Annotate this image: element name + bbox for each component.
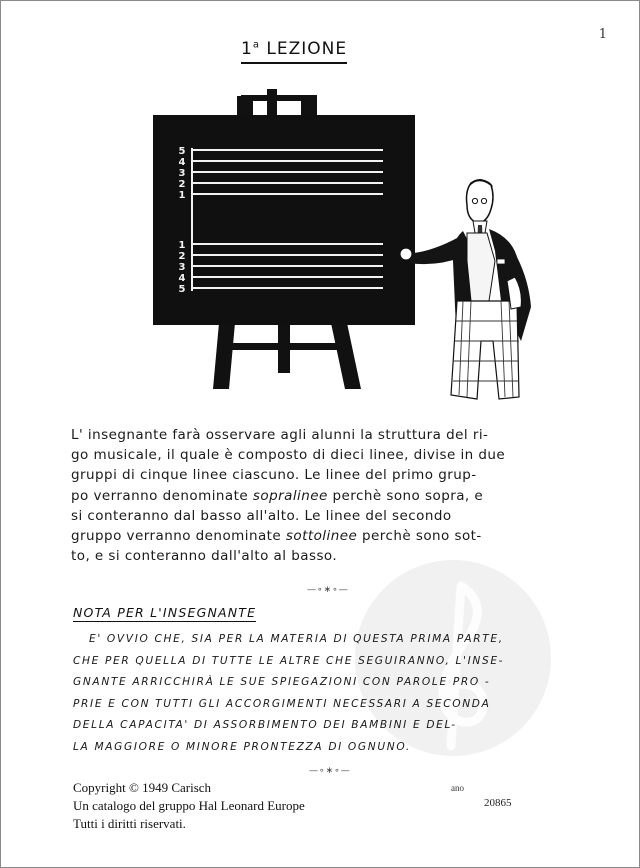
body-text-run: perchè sono sot- — [357, 528, 482, 545]
rights-line: Tutti i diritti riservati. — [73, 816, 186, 831]
body-line: L' insegnante farà osservare agli alunni la struttura del ri- — [71, 427, 489, 443]
blackboard-illustration — [1, 1, 640, 421]
publisher-line: Un catalogo del gruppo Hal Leonard Europe — [73, 798, 305, 813]
lesson-title-ordinal: a — [252, 39, 260, 51]
teacher-note-text — [73, 629, 603, 759]
term-sopralinee: sopralinee — [252, 487, 328, 504]
body-text-run: gruppo verranno denominate — [71, 528, 286, 545]
lesson-title-number: 1 — [241, 39, 253, 59]
note-line: DELLA CAPACITA' DI ASSORBIMENTO DEI BAMBINI E DEL- — [73, 719, 457, 732]
copyright-line: Copyright © 1949 Carisch — [73, 780, 212, 795]
section-divider: —∘∗∘— — [307, 585, 349, 595]
body-line: si conteranno dal basso all'alto. Le linee del secondo — [71, 507, 452, 524]
term-sottolinee: sottolinee — [285, 528, 358, 545]
note-line: PRIE E CON TUTTI GLI ACCORGIMENTI NECESSARI A SECONDA — [73, 697, 491, 710]
body-text-run: perchè sono sopra, e — [327, 487, 484, 504]
note-line: LA MAGGIORE O MINORE PRONTEZZA DI OGNUNO. — [73, 740, 411, 753]
body-line: to, e si conteranno dall'alto al basso. — [71, 548, 338, 565]
lesson-body-text — [71, 425, 591, 566]
small-code: ano — [451, 783, 464, 793]
upper-line-number: 2 — [178, 179, 186, 190]
upper-line-number: 1 — [178, 190, 186, 201]
body-line: gruppi di cinque linee ciascuno. Le linee del primo grup- — [71, 467, 477, 484]
note-line: GNANTE ARRICCHIRÀ LE SUE SPIEGAZIONI CON PAROLE PRO - — [73, 676, 491, 689]
teacher-figure — [400, 179, 531, 399]
upper-line-number: 5 — [178, 146, 186, 157]
body-line: go musicale, il quale è composto di dieci linee, divise in due — [71, 447, 506, 464]
plate-number: 20865 — [484, 797, 512, 809]
upper-line-number: 3 — [178, 168, 186, 179]
lower-line-number: 5 — [178, 284, 186, 295]
lower-line-number: 4 — [178, 273, 186, 284]
copyright-notice — [73, 779, 305, 833]
page-number: 1 — [598, 27, 607, 42]
lower-line-number: 1 — [178, 240, 186, 251]
lesson-title-word: LEZIONE — [266, 39, 348, 59]
body-line — [71, 486, 591, 506]
upper-line-number: 4 — [178, 157, 186, 168]
body-line — [71, 526, 591, 546]
lower-line-number: 3 — [178, 262, 186, 273]
section-divider: —∘∗∘— — [309, 766, 351, 776]
note-heading: NOTA PER L'INSEGNANTE — [73, 605, 257, 620]
lower-line-number: 2 — [178, 251, 186, 262]
note-line: CHE PER QUELLA DI TUTTE LE ALTRE CHE SEGUIRANNO, L'INSE- — [73, 654, 505, 667]
note-line: E' OVVIO CHE, SIA PER LA MATERIA DI QUESTA PRIMA PARTE, — [89, 633, 504, 645]
body-text-run: po verranno denominate — [71, 487, 253, 504]
